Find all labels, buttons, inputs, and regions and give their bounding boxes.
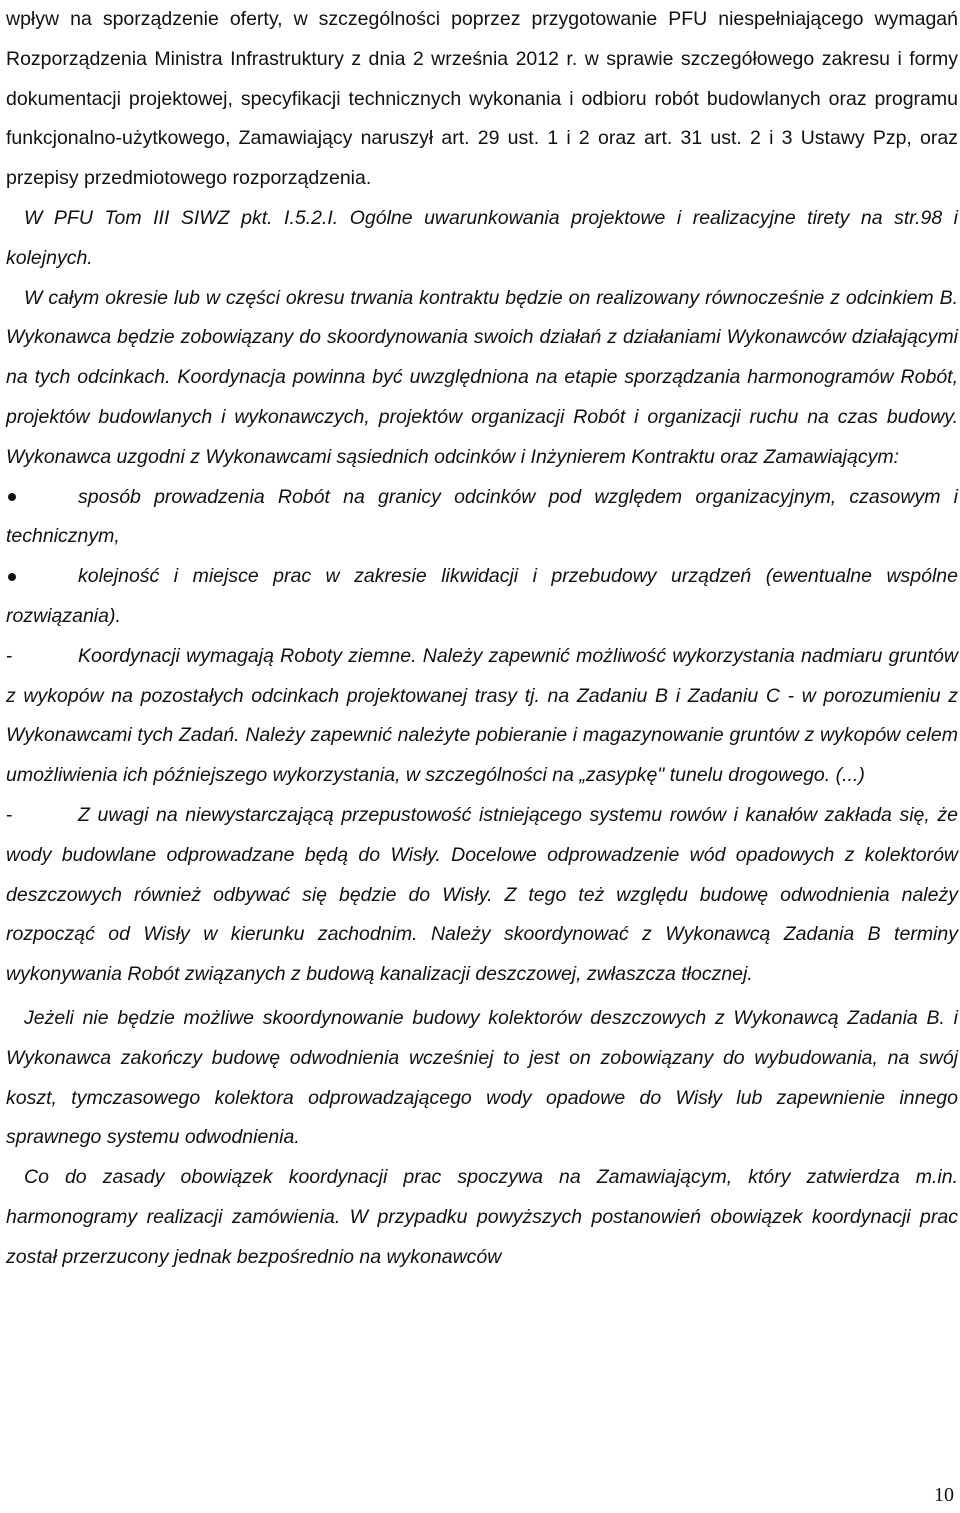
dash-item [6,796,958,995]
bullet-text: kolejność i miejsce prac w zakresie likwidacji i przebudowy urządzeń (ewentualne wspólne rozwiązania). [6,565,958,627]
bullet-item [6,557,958,637]
paragraph-coordination-duty: Co do zasady obowiązek koordynacji prac spoczywa na Zamawiającym, który zatwierdza m.in. harmonogramy realizacji zamówienia. W przypadku powyższych postanowień obowiązek koordynacji prac został przerzucony jednak bezpośrednio na wykonawców [6,1166,958,1268]
dash-item [6,637,958,796]
bullet-dot-icon [8,573,16,581]
paragraph-fallback-drainage: Jeżeli nie będzie możliwe skoordynowanie budowy kolektorów deszczowych z Wykonawcą Zadania B. i Wykonawca zakończy budowę odwodnienia wcześniej to jest on zobowiązany do wybudowania, na swój koszt, tymczasowego kolektora odprowadzającego wody opadowe do Wisły lub zapewnienie innego sprawnego systemu odwodnienia. [6,1006,958,1149]
bullet-marker [6,478,78,518]
paragraph-coordination: W całym okresie lub w części okresu trwania kontraktu będzie on realizowany równocześnie z odcinkiem B. Wykonawca będzie zobowiązany do skoordynowania swoich działań z działaniami Wykonawców działającymi na tych odcinkach. Koordynacja powinna być uwzględniona na etapie sporządzania harmonogramów Robót, projektów budowlanych i wykonawczych, projektów organizacji Robót i organizacji ruchu na czas budowy. Wykonawca uzgodni z Wykonawcami sąsiednich odcinków i Inżynierem Kontraktu oraz Zamawiającym: [6,286,958,468]
bullet-marker [6,557,78,597]
dash-marker: - [6,803,13,826]
bullet-item [6,478,958,558]
page-number: 10 [934,1484,954,1506]
dash-marker: - [6,644,13,667]
dash-text: Koordynacji wymagają Roboty ziemne. Należy zapewnić możliwość wykorzystania nadmiaru gruntów z wykopów na pozostałych odcinkach projektowanej trasy tj. na Zadaniu B i Zadaniu C - w porozumieniu z Wykonawcami tych Zadań. Należy zapewnić należyte pobieranie i magazynowanie gruntów z wykopów celem umożliwienia ich późniejszego wykorzystania, w szczególności na „zasypkę" tunelu drogowego. (...) [6,644,958,787]
bullet-text: sposób prowadzenia Robót na granicy odcinków pod względem organizacyjnym, czasowym i technicznym, [6,485,958,548]
paragraph-pfu-reference: W PFU Tom III SIWZ pkt. I.5.2.I. Ogólne uwarunkowania projektowe i realizacyjne tirety na str.98 i kolejnych. [6,206,958,269]
dash-text: Z uwagi na niewystarczającą przepustowość istniejącego systemu rowów i kanałów zakłada się, że wody budowlane odprowadzane będą do Wisły. Docelowe odprowadzenie wód opadowych z kolektorów deszczowych również odbywać się będzie do Wisły. Z tego też względu budowę odwodnienia należy rozpocząć od Wisły w kierunku zachodnim. Należy skoordynować z Wykonawcą Zadania B terminy wykonywania Robót związanych z budową kanalizacji deszczowej, zwłaszcza tłocznej. [6,803,958,986]
document-page [6,0,958,1278]
paragraph-intro: wpływ na sporządzenie oferty, w szczególności poprzez przygotowanie PFU niespełniającego wymagań Rozporządzenia Ministra Infrastruktury z dnia 2 września 2012 r. w sprawie szczegółowego zakresu i formy dokumentacji projektowej, specyfikacji technicznych wykonania i odbioru robót budowlanych oraz programu funkcjonalno-użytkowego, Zamawiający naruszył art. 29 ust. 1 i 2 oraz art. 31 ust. 2 i 3 Ustawy Pzp, oraz przepisy przedmiotowego rozporządzenia. [6,8,958,190]
bullet-dot-icon [8,493,16,501]
